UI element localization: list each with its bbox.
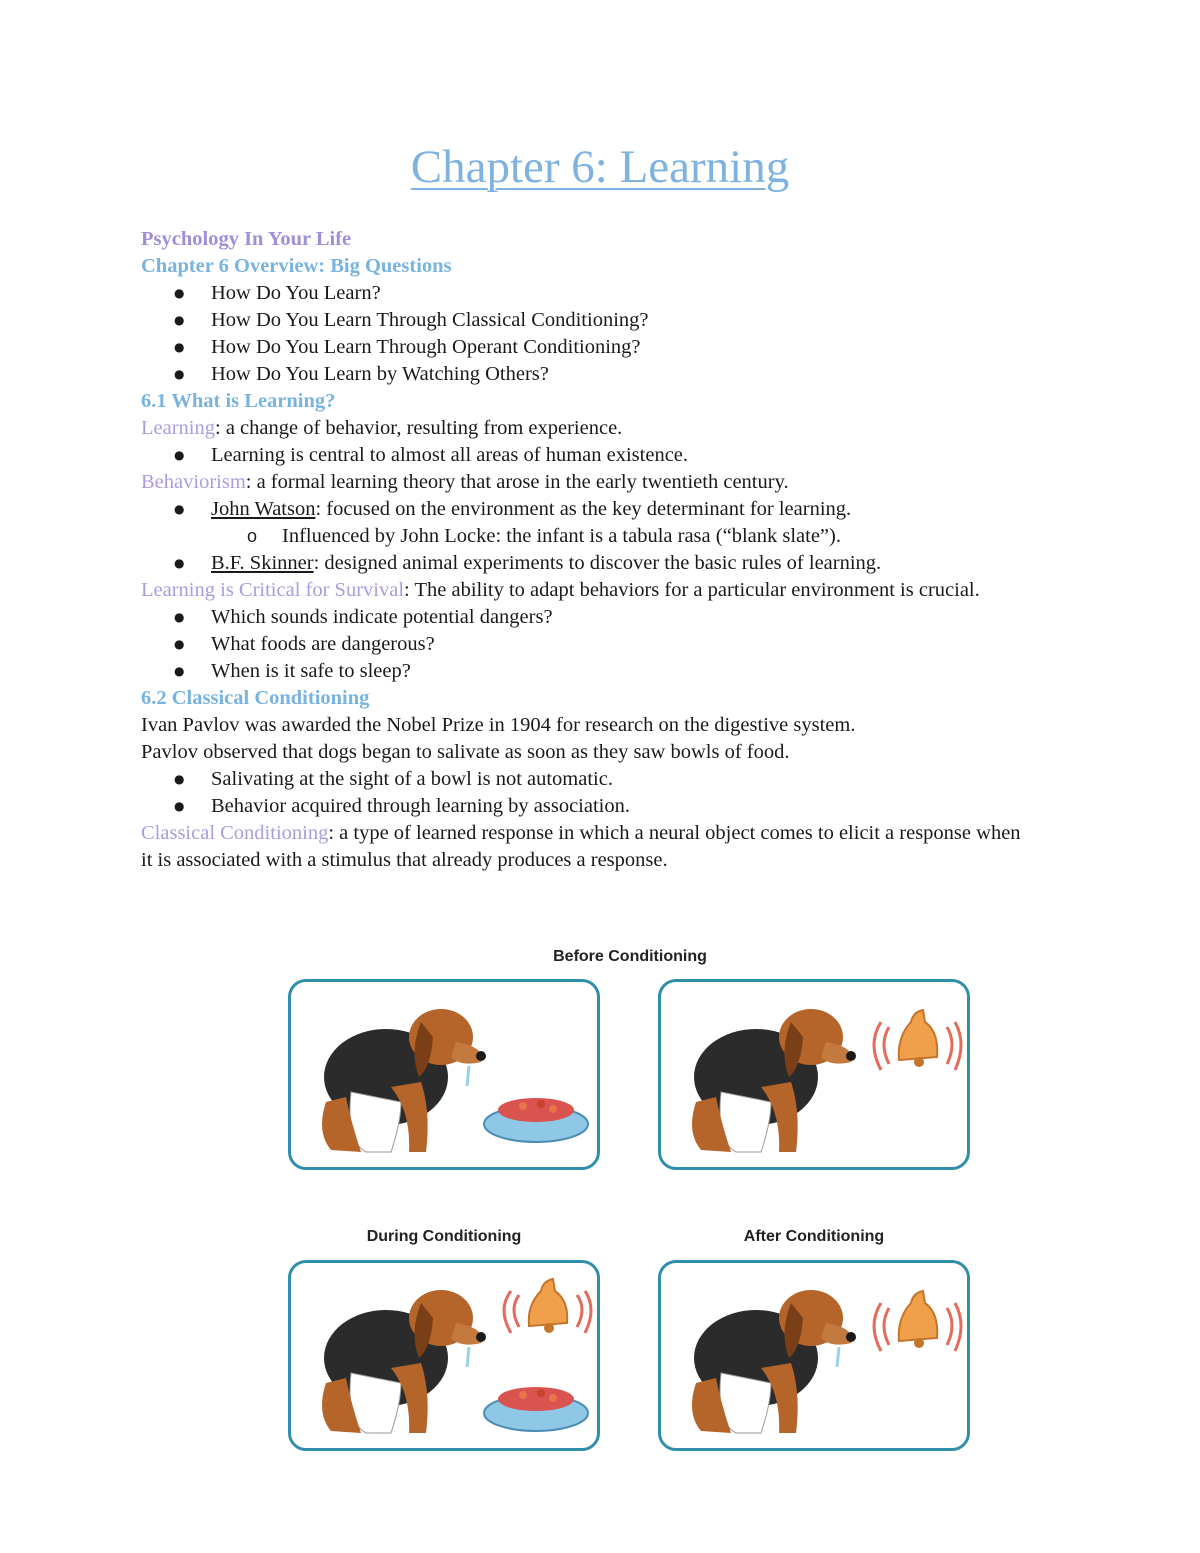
- watson-name: John Watson: [211, 498, 316, 520]
- bell-icon: [504, 1279, 591, 1333]
- skinner-name: B.F. Skinner: [211, 552, 314, 574]
- section-header: Psychology In Your Life: [141, 228, 352, 250]
- page-title: Chapter 6: Learning: [410, 141, 790, 193]
- behaviorism-list: [141, 496, 1061, 577]
- document-body: [141, 226, 1061, 874]
- dog-icon: [692, 1009, 856, 1152]
- survival-text: : The ability to adapt behaviors for a particular environment is crucial.: [404, 579, 980, 601]
- dog-salivating-with-bell-illustration: [661, 1263, 967, 1448]
- pavlov-line-1: Ivan Pavlov was awarded the Nobel Prize in 1904 for research on the digestive system.: [141, 714, 856, 736]
- dog-with-bell-illustration: [661, 982, 967, 1167]
- before-conditioning-label: Before Conditioning: [553, 948, 707, 965]
- after-conditioning-label: After Conditioning: [743, 1228, 885, 1245]
- list-item: ● When is it safe to sleep?: [141, 658, 1061, 685]
- bell-icon: [874, 1010, 961, 1070]
- skinner-text: : designed animal experiments to discover the basic rules of learning.: [313, 552, 882, 574]
- pavlov-line-2: Pavlov observed that dogs began to salivate as soon as they saw bowls of food.: [141, 741, 790, 763]
- panel-before-bell: [658, 979, 970, 1170]
- panel-during: [288, 1260, 600, 1451]
- panel-after: [658, 1260, 970, 1451]
- overview-list: [141, 280, 1061, 388]
- list-item: ● How Do You Learn Through Operant Conditioning?: [141, 334, 1061, 361]
- dog-with-food-illustration: [291, 982, 597, 1167]
- survival-definition: [141, 577, 1061, 604]
- list-item: ● How Do You Learn by Watching Others?: [141, 361, 1061, 388]
- during-conditioning-label: During Conditioning: [366, 1228, 522, 1245]
- dog-icon: [322, 1290, 486, 1433]
- bell-icon: [874, 1291, 961, 1351]
- behaviorism-term: Behaviorism: [141, 471, 246, 493]
- learning-term: Learning: [141, 417, 215, 439]
- list-item: ● Which sounds indicate potential dangers?: [141, 604, 1061, 631]
- overview-header: Chapter 6 Overview: Big Questions: [141, 255, 452, 277]
- watson-text: : focused on the environment as the key determinant for learning.: [315, 498, 852, 520]
- list-item: ● Salivating at the sight of a bowl is not automatic.: [141, 766, 1061, 793]
- list-item: ● What foods are dangerous?: [141, 631, 1061, 658]
- list-item: ● How Do You Learn?: [141, 280, 1061, 307]
- learning-list: [141, 442, 1061, 469]
- cc-term: Classical Conditioning: [141, 822, 329, 844]
- classical-conditioning-definition: [141, 820, 1021, 874]
- learning-def: : a change of behavior, resulting from experience.: [215, 417, 623, 439]
- dog-icon: [692, 1290, 856, 1433]
- behaviorism-def: : a formal learning theory that arose in the early twentieth century.: [245, 471, 789, 493]
- dog-with-bell-and-food-illustration: [291, 1263, 597, 1448]
- dog-icon: [322, 1009, 486, 1152]
- sub-list-item-locke: o Influenced by John Locke: the infant is a tabula rasa (“blank slate”).: [141, 523, 1061, 550]
- cc-def: : a type of learned response in which a neural object comes to elicit a response when it is associated with a stimulus that already produces a response.: [141, 822, 1021, 871]
- learning-definition: [141, 415, 1061, 442]
- list-item-skinner: [141, 550, 1061, 577]
- behaviorism-definition: [141, 469, 1061, 496]
- survival-list: [141, 604, 1061, 685]
- survival-term: Learning is Critical for Survival: [141, 579, 405, 601]
- list-item-watson: [141, 496, 1061, 523]
- panel-before-food: [288, 979, 600, 1170]
- food-bowl-icon: [484, 1098, 588, 1142]
- pavlov-list: [141, 766, 1061, 820]
- food-bowl-icon: [484, 1387, 588, 1431]
- list-item: ● Learning is central to almost all areas of human existence.: [141, 442, 1061, 469]
- list-item: ● Behavior acquired through learning by association.: [141, 793, 1061, 820]
- list-item: ● How Do You Learn Through Classical Conditioning?: [141, 307, 1061, 334]
- section-6-2-header: 6.2 Classical Conditioning: [141, 687, 370, 709]
- section-6-1-header: 6.1 What is Learning?: [141, 390, 336, 412]
